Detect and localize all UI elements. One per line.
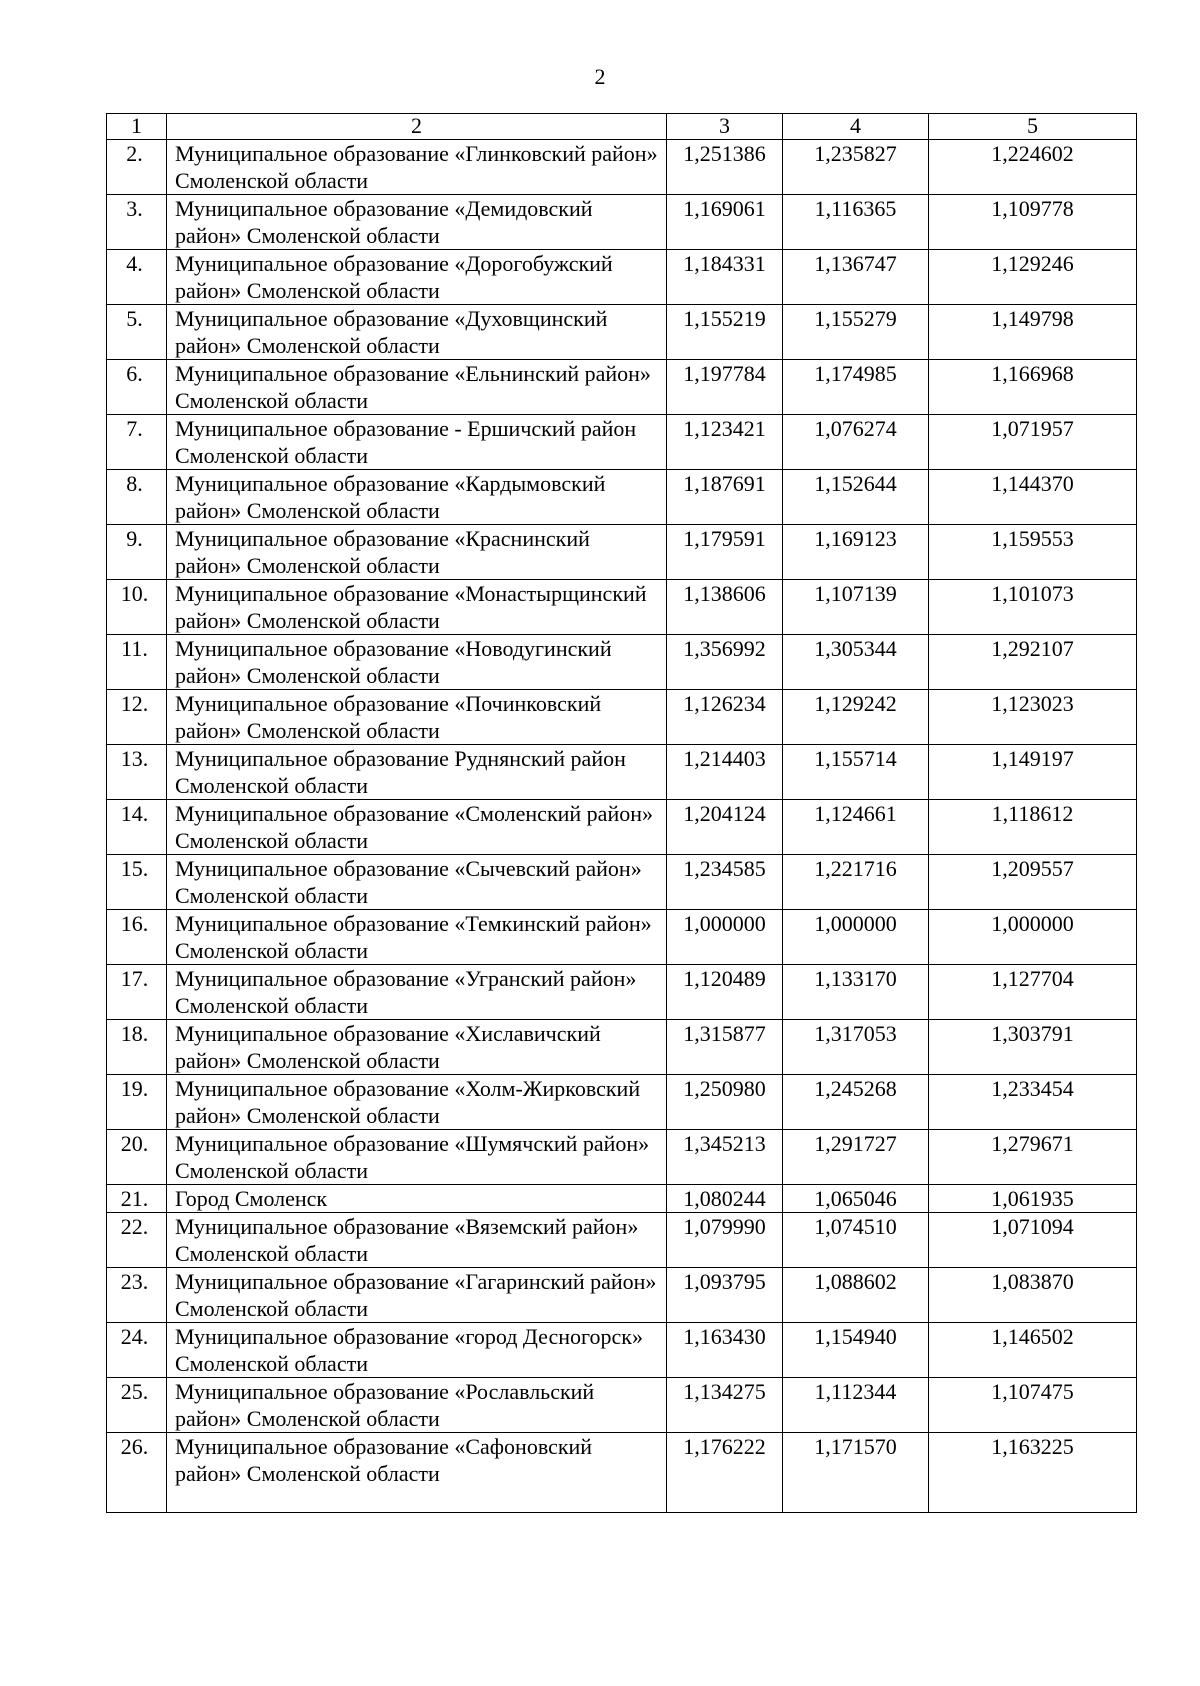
table-row xyxy=(107,1075,1137,1130)
row-number-cell: 5. xyxy=(107,305,167,360)
value-col-3-cell: 1,080244 xyxy=(667,1185,783,1213)
table-row xyxy=(107,1185,1137,1213)
header-cell-2: 2 xyxy=(167,114,667,140)
value-col-4-cell: 1,291727 xyxy=(783,1130,929,1185)
value-col-5-cell: 1,083870 xyxy=(929,1268,1137,1323)
value-col-3-cell: 1,134275 xyxy=(667,1378,783,1433)
value-col-4-cell: 1,112344 xyxy=(783,1378,929,1433)
value-col-5-cell: 1,166968 xyxy=(929,360,1137,415)
value-col-5-cell: 1,224602 xyxy=(929,140,1137,195)
value-col-5-cell: 1,109778 xyxy=(929,195,1137,250)
value-col-3-cell: 1,000000 xyxy=(667,910,783,965)
value-col-4-cell: 1,235827 xyxy=(783,140,929,195)
table-row xyxy=(107,965,1137,1020)
table-row xyxy=(107,800,1137,855)
table-row xyxy=(107,745,1137,800)
table-row xyxy=(107,195,1137,250)
value-col-3-cell: 1,251386 xyxy=(667,140,783,195)
header-cell-5: 5 xyxy=(929,114,1137,140)
value-col-5-cell: 1,144370 xyxy=(929,470,1137,525)
value-col-3-cell: 1,315877 xyxy=(667,1020,783,1075)
municipality-name-cell: Муниципальное образование «Новодугинский район» Смоленской области xyxy=(167,635,667,690)
row-number-cell: 16. xyxy=(107,910,167,965)
table-body xyxy=(107,114,1137,1513)
value-col-4-cell: 1,152644 xyxy=(783,470,929,525)
value-col-3-cell: 1,356992 xyxy=(667,635,783,690)
value-col-5-cell: 1,163225 xyxy=(929,1433,1137,1513)
table-row xyxy=(107,250,1137,305)
municipality-name-cell: Муниципальное образование «Хиславичский район» Смоленской области xyxy=(167,1020,667,1075)
table-row xyxy=(107,1433,1137,1513)
value-col-3-cell: 1,204124 xyxy=(667,800,783,855)
municipality-name-cell: Муниципальное образование «Сычевский район» Смоленской области xyxy=(167,855,667,910)
table-row xyxy=(107,1268,1137,1323)
value-col-3-cell: 1,120489 xyxy=(667,965,783,1020)
row-number-cell: 14. xyxy=(107,800,167,855)
value-col-5-cell: 1,303791 xyxy=(929,1020,1137,1075)
row-number-cell: 21. xyxy=(107,1185,167,1213)
row-number-cell: 24. xyxy=(107,1323,167,1378)
row-number-cell: 8. xyxy=(107,470,167,525)
value-col-4-cell: 1,155714 xyxy=(783,745,929,800)
row-number-cell: 3. xyxy=(107,195,167,250)
municipality-name-cell: Муниципальное образование - Ершичский район Смоленской области xyxy=(167,415,667,470)
row-number-cell: 25. xyxy=(107,1378,167,1433)
row-number-cell: 12. xyxy=(107,690,167,745)
value-col-3-cell: 1,179591 xyxy=(667,525,783,580)
municipality-name-cell: Муниципальное образование «Починковский район» Смоленской области xyxy=(167,690,667,745)
value-col-5-cell: 1,071094 xyxy=(929,1213,1137,1268)
value-col-4-cell: 1,107139 xyxy=(783,580,929,635)
row-number-cell: 2. xyxy=(107,140,167,195)
municipality-name-cell: Муниципальное образование «Смоленский район» Смоленской области xyxy=(167,800,667,855)
value-col-4-cell: 1,136747 xyxy=(783,250,929,305)
value-col-3-cell: 1,163430 xyxy=(667,1323,783,1378)
table-row xyxy=(107,305,1137,360)
municipality-name-cell: Муниципальное образование «Ельнинский район» Смоленской области xyxy=(167,360,667,415)
municipality-name-cell: Муниципальное образование «Демидовский район» Смоленской области xyxy=(167,195,667,250)
value-col-4-cell: 1,129242 xyxy=(783,690,929,745)
value-col-4-cell: 1,076274 xyxy=(783,415,929,470)
value-col-3-cell: 1,079990 xyxy=(667,1213,783,1268)
value-col-4-cell: 1,245268 xyxy=(783,1075,929,1130)
value-col-3-cell: 1,214403 xyxy=(667,745,783,800)
table-row xyxy=(107,1378,1137,1433)
value-col-5-cell: 1,101073 xyxy=(929,580,1137,635)
value-col-4-cell: 1,221716 xyxy=(783,855,929,910)
row-number-cell: 15. xyxy=(107,855,167,910)
value-col-3-cell: 1,169061 xyxy=(667,195,783,250)
municipality-name-cell: Муниципальное образование «Гагаринский район» Смоленской области xyxy=(167,1268,667,1323)
municipality-name-cell: Муниципальное образование «Темкинский район» Смоленской области xyxy=(167,910,667,965)
row-number-cell: 4. xyxy=(107,250,167,305)
table-row xyxy=(107,525,1137,580)
row-number-cell: 7. xyxy=(107,415,167,470)
municipality-name-cell: Муниципальное образование «Краснинский район» Смоленской области xyxy=(167,525,667,580)
table-row xyxy=(107,1323,1137,1378)
value-col-4-cell: 1,065046 xyxy=(783,1185,929,1213)
municipality-name-cell: Муниципальное образование «Холм-Жирковский район» Смоленской области xyxy=(167,1075,667,1130)
value-col-5-cell: 1,233454 xyxy=(929,1075,1137,1130)
table-header-row xyxy=(107,114,1137,140)
value-col-4-cell: 1,317053 xyxy=(783,1020,929,1075)
value-col-3-cell: 1,155219 xyxy=(667,305,783,360)
table-row xyxy=(107,690,1137,745)
municipality-name-cell: Муниципальное образование «Духовщинский район» Смоленской области xyxy=(167,305,667,360)
value-col-4-cell: 1,133170 xyxy=(783,965,929,1020)
value-col-4-cell: 1,169123 xyxy=(783,525,929,580)
table-row xyxy=(107,635,1137,690)
municipality-name-cell: Муниципальное образование «Дорогобужский район» Смоленской области xyxy=(167,250,667,305)
value-col-3-cell: 1,197784 xyxy=(667,360,783,415)
municipality-name-cell: Муниципальное образование «город Десногорск» Смоленской области xyxy=(167,1323,667,1378)
value-col-3-cell: 1,184331 xyxy=(667,250,783,305)
row-number-cell: 11. xyxy=(107,635,167,690)
value-col-3-cell: 1,138606 xyxy=(667,580,783,635)
value-col-3-cell: 1,250980 xyxy=(667,1075,783,1130)
table-row xyxy=(107,1020,1137,1075)
table-row xyxy=(107,855,1137,910)
header-cell-4: 4 xyxy=(783,114,929,140)
municipality-name-cell: Муниципальное образование «Сафоновский район» Смоленской области xyxy=(167,1433,667,1513)
value-col-3-cell: 1,123421 xyxy=(667,415,783,470)
row-number-cell: 17. xyxy=(107,965,167,1020)
row-number-cell: 22. xyxy=(107,1213,167,1268)
municipality-name-cell: Муниципальное образование «Вяземский район» Смоленской области xyxy=(167,1213,667,1268)
table-row xyxy=(107,910,1137,965)
table-row xyxy=(107,360,1137,415)
municipality-name-cell: Муниципальное образование «Рославльский район» Смоленской области xyxy=(167,1378,667,1433)
value-col-4-cell: 1,155279 xyxy=(783,305,929,360)
municipality-name-cell: Муниципальное образование «Монастырщинский район» Смоленской области xyxy=(167,580,667,635)
value-col-4-cell: 1,000000 xyxy=(783,910,929,965)
value-col-5-cell: 1,129246 xyxy=(929,250,1137,305)
header-cell-1: 1 xyxy=(107,114,167,140)
value-col-3-cell: 1,126234 xyxy=(667,690,783,745)
value-col-5-cell: 1,146502 xyxy=(929,1323,1137,1378)
row-number-cell: 23. xyxy=(107,1268,167,1323)
page-number: 2 xyxy=(594,64,606,89)
municipality-name-cell: Муниципальное образование «Угранский район» Смоленской области xyxy=(167,965,667,1020)
row-number-cell: 9. xyxy=(107,525,167,580)
value-col-4-cell: 1,154940 xyxy=(783,1323,929,1378)
row-number-cell: 26. xyxy=(107,1433,167,1513)
value-col-5-cell: 1,118612 xyxy=(929,800,1137,855)
value-col-5-cell: 1,127704 xyxy=(929,965,1137,1020)
value-col-5-cell: 1,107475 xyxy=(929,1378,1137,1433)
table-row xyxy=(107,415,1137,470)
value-col-5-cell: 1,123023 xyxy=(929,690,1137,745)
value-col-5-cell: 1,149197 xyxy=(929,745,1137,800)
value-col-3-cell: 1,093795 xyxy=(667,1268,783,1323)
value-col-3-cell: 1,234585 xyxy=(667,855,783,910)
table-row xyxy=(107,470,1137,525)
value-col-5-cell: 1,000000 xyxy=(929,910,1137,965)
value-col-4-cell: 1,074510 xyxy=(783,1213,929,1268)
value-col-4-cell: 1,305344 xyxy=(783,635,929,690)
municipality-name-cell: Муниципальное образование «Глинковский район» Смоленской области xyxy=(167,140,667,195)
row-number-cell: 19. xyxy=(107,1075,167,1130)
value-col-5-cell: 1,209557 xyxy=(929,855,1137,910)
value-col-5-cell: 1,061935 xyxy=(929,1185,1137,1213)
table-row xyxy=(107,1130,1137,1185)
value-col-4-cell: 1,171570 xyxy=(783,1433,929,1513)
value-col-3-cell: 1,187691 xyxy=(667,470,783,525)
table-row xyxy=(107,1213,1137,1268)
value-col-5-cell: 1,159553 xyxy=(929,525,1137,580)
value-col-5-cell: 1,279671 xyxy=(929,1130,1137,1185)
row-number-cell: 13. xyxy=(107,745,167,800)
row-number-cell: 18. xyxy=(107,1020,167,1075)
value-col-4-cell: 1,174985 xyxy=(783,360,929,415)
value-col-4-cell: 1,116365 xyxy=(783,195,929,250)
row-number-cell: 20. xyxy=(107,1130,167,1185)
municipality-name-cell: Город Смоленск xyxy=(167,1185,667,1213)
municipality-name-cell: Муниципальное образование «Шумячский район» Смоленской области xyxy=(167,1130,667,1185)
table-row xyxy=(107,580,1137,635)
value-col-5-cell: 1,071957 xyxy=(929,415,1137,470)
municipality-name-cell: Муниципальное образование Руднянский район Смоленской области xyxy=(167,745,667,800)
value-col-3-cell: 1,345213 xyxy=(667,1130,783,1185)
value-col-5-cell: 1,292107 xyxy=(929,635,1137,690)
value-col-5-cell: 1,149798 xyxy=(929,305,1137,360)
municipality-name-cell: Муниципальное образование «Кардымовский район» Смоленской области xyxy=(167,470,667,525)
value-col-4-cell: 1,088602 xyxy=(783,1268,929,1323)
value-col-4-cell: 1,124661 xyxy=(783,800,929,855)
value-col-3-cell: 1,176222 xyxy=(667,1433,783,1513)
row-number-cell: 6. xyxy=(107,360,167,415)
table-row xyxy=(107,140,1137,195)
header-cell-3: 3 xyxy=(667,114,783,140)
row-number-cell: 10. xyxy=(107,580,167,635)
coefficients-table xyxy=(106,113,1137,1513)
